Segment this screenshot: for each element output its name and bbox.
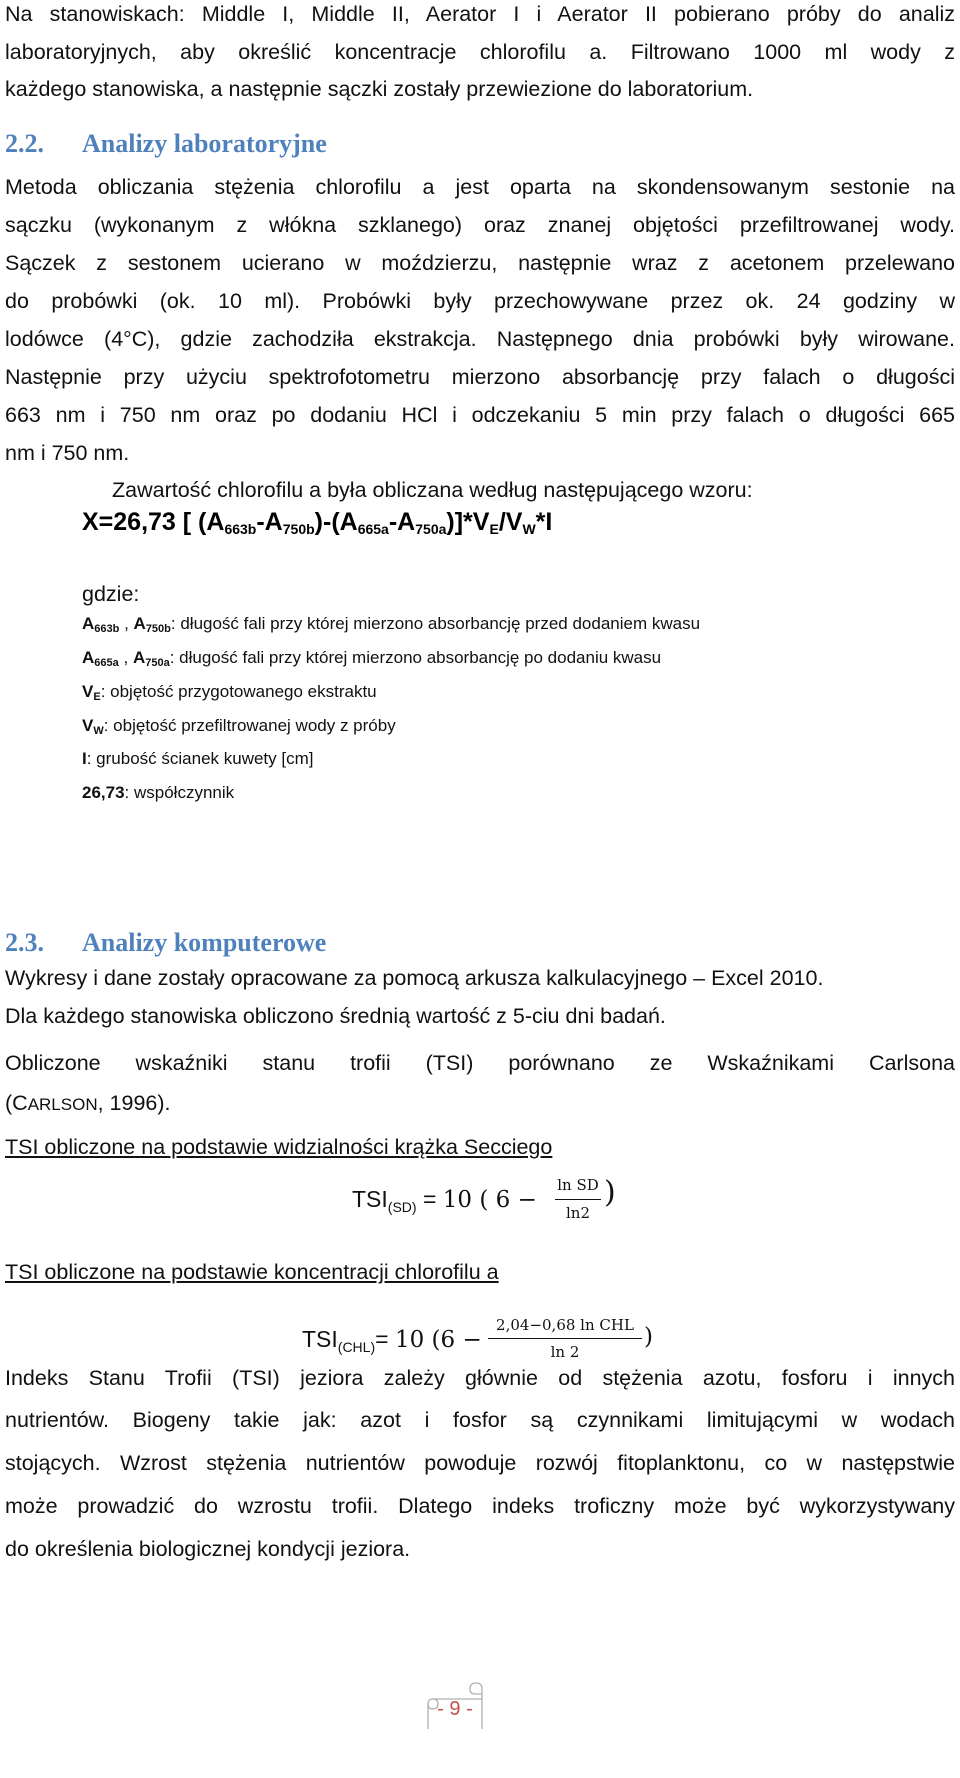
tsi-sd-denominator: ln2 [565,1204,590,1222]
tsi-sd-close-paren: ) [604,1175,616,1210]
citation-line: (CARLSON, 1996). [5,1091,171,1115]
section-heading [5,930,326,956]
body-line: lodówce (4°C), gdzie zachodziła ekstrakcja. Następnego dnia probówki były wirowane. [5,327,955,351]
section-title: Analizy komputerowe [82,928,327,957]
body-line: nm i 750 nm. [5,441,130,465]
page-number: - 9 - [437,1698,473,1720]
tsi-chl-numerator: 2,04−0,68 ln CHL [496,1316,634,1334]
body-line: stojących. Wzrost stężenia nutrientów powoduje rozwój fitoplanktonu, co w następstwie [5,1451,955,1475]
body-line: do probówki (ok. 10 ml). Probówki były przechowywane przez ok. 24 godziny w [5,289,955,313]
body-line: do określenia biologicznej kondycji jeziora. [5,1537,411,1561]
fraction-bar [488,1338,642,1339]
body-line: sączku (wykonanym z włókna szklanego) oraz znanej objętości przefiltrowanej wody. [5,213,955,237]
body-line: 663 nm i 750 nm oraz po dodaniu HCl i odczekaniu 5 min przy falach o długości 665 [5,403,955,427]
body-line: Sączek z sestonem ucierano w moździerzu, następnie wraz z acetonem przelewano [5,251,955,275]
body-line: Obliczone wskaźniki stanu trofii (TSI) porównano ze Wskaźnikami Carlsona [5,1051,955,1075]
tsi-sd-heading: TSI obliczone na podstawie widzialności krążka Secciego [5,1135,553,1159]
section-title: Analizy laboratoryjne [82,129,327,158]
body-line: Następnie przy użyciu spektrofotometru mierzono absorbancję przy falach o długości [5,365,955,389]
body-line: Wykresy i dane zostały opracowane za pomocą arkusza kalkulacyjnego – Excel 2010. [5,966,824,990]
definition-item: $A_{665a}$ , $A_{750a}$: długość fali przy której mierzono absorbancję po dodaniu kwasu [82,648,662,669]
where-label: gdzie: [82,582,140,606]
tsi-chl-heading: TSI obliczone na podstawie koncentracji chlorofilu a [5,1260,499,1284]
formula-intro: Zawartość chlorofilu a była obliczana według następującego wzoru: [112,478,753,502]
tsi-chl-denominator: ln 2 [550,1343,580,1361]
definition-item: I: grubość ścianek kuwety [cm] [82,749,314,768]
definition-item: $A_{663b}$ , $A_{750b}$: długość fali przy której mierzono absorbancję przed dodaniem kwasu [82,614,701,635]
tsi-chl-close-paren: ) [644,1324,653,1350]
intro-line: każdego stanowiska, a następnie sączki zostały przewiezione do laboratorium. [5,77,754,101]
section-heading [5,131,327,157]
tsi-sd-numerator: ln SD [557,1176,599,1194]
intro-line: Na stanowiskach: Middle I, Middle II, Aerator I i Aerator II pobierano próby do analiz [5,2,955,26]
intro-line: laboratoryjnych, aby określić koncentracje chlorofilu a. Filtrowano 1000 ml wody z [5,40,955,64]
definition-item: 26,73: współczynnik [82,783,235,802]
definition-item: $V_W$: objętość przefiltrowanej wody z próby [82,716,396,737]
tsi-chl-formula: $TSI_{(CHL)}= 10$ (6 − [302,1326,482,1355]
body-line: Indeks Stanu Trofii (TSI) jeziora zależy głównie od stężenia azotu, fosforu i innych [5,1366,955,1390]
section-number: 2.3. [5,928,44,957]
tsi-sd-formula: $TSI_{(SD)} = 10$ ( 6 − [352,1186,537,1215]
fraction-bar [555,1199,601,1200]
section-number: 2.2. [5,129,44,158]
page-number-ornament [425,1691,485,1731]
body-line: może prowadzić do wzrostu trofii. Dlatego indeks troficzny może być wykorzystywany [5,1494,955,1518]
definition-item: $V_E$: objętość przygotowanego ekstraktu [82,682,377,703]
chlorophyll-formula: X=26,73 [ $(A_{663b}-A_{750b})-(A_{665a}-A_{750a})]*V_E/V_W*I$ [82,508,553,537]
body-line: Metoda obliczania stężenia chlorofilu a jest oparta na skondensowanym sestonie na [5,175,955,199]
body-line: Dla każdego stanowiska obliczono średnią wartość z 5-ciu dni badań. [5,1004,666,1028]
body-line: nutrientów. Biogeny takie jak: azot i fosfor są czynnikami limitującymi w wodach [5,1408,955,1432]
